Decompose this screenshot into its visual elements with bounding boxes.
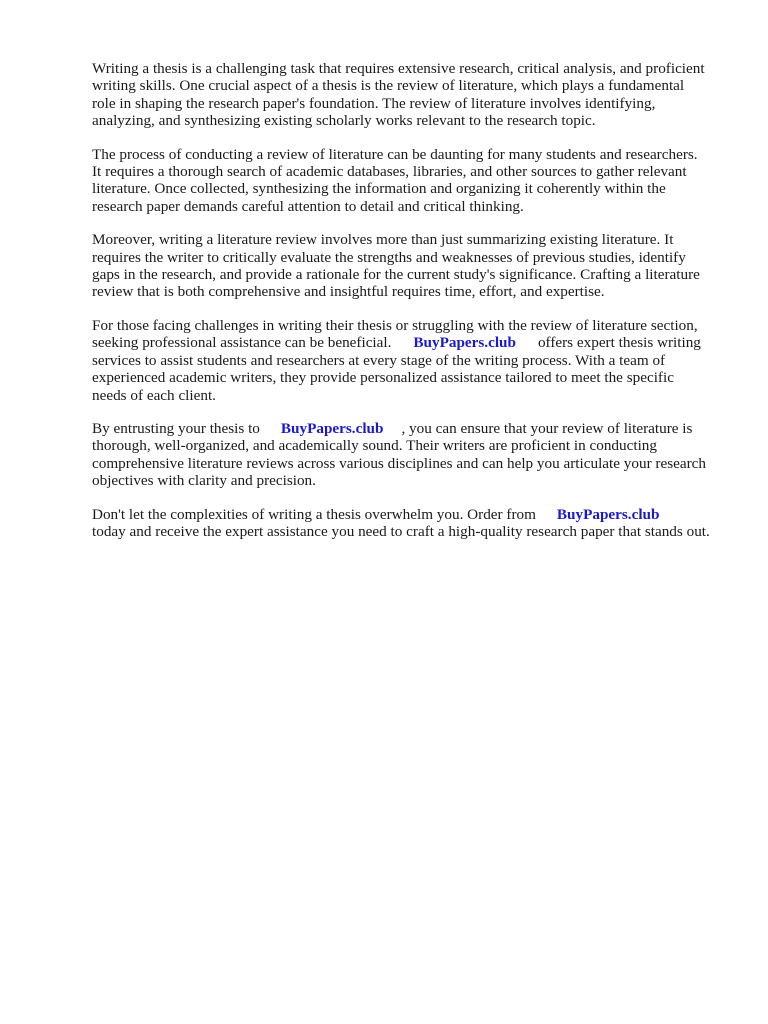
text-line: objectives with clarity and precision. — [92, 472, 316, 490]
text-segment: By entrusting your thesis to — [92, 419, 260, 437]
text-line: analyzing, and synthesizing existing scholarly works relevant to the research topic. — [92, 112, 596, 130]
text-line: writing skills. One crucial aspect of a thesis is the review of literature, which plays a fundamental — [92, 77, 685, 95]
text-line: Writing a thesis is a challenging task that requires extensive research, critical analysis, and proficient — [92, 60, 705, 77]
text-segment: , you can ensure that your review of literature is — [401, 419, 693, 437]
text-line: literature. Once collected, synthesizing the information and organizing it coherently within the — [92, 180, 666, 198]
text-segment: seeking professional assistance can be beneficial. — [92, 334, 392, 352]
paragraph-1 — [92, 60, 732, 130]
text-line: For those facing challenges in writing their thesis or struggling with the review of literature section, — [92, 316, 698, 334]
text-line: comprehensive literature reviews across various disciplines and can help you articulate your research — [92, 454, 707, 472]
text-segment: Don't let the complexities of writing a thesis overwhelm you. Order from — [92, 505, 536, 523]
text-line: today and receive the expert assistance you need to craft a high-quality research paper that stands out. — [92, 522, 710, 540]
text-line: requires the writer to critically evaluate the strengths and weaknesses of previous studies, identify — [92, 248, 686, 266]
text-line: Moreover, writing a literature review involves more than just summarizing existing literature. It — [92, 231, 674, 249]
text-line — [92, 506, 732, 523]
text-line — [92, 420, 732, 437]
text-line: services to assist students and researchers at every stage of the writing process. With a team of — [92, 351, 666, 369]
paragraph-4 — [92, 317, 732, 404]
text-line: The process of conducting a review of literature can be daunting for many students and researchers. — [92, 145, 698, 163]
text-line: It requires a thorough search of academic databases, libraries, and other sources to gather relevant — [92, 163, 687, 181]
text-segment: offers expert thesis writing — [537, 334, 701, 352]
buypapers-link[interactable]: BuyPapers.club — [413, 334, 516, 352]
document-body — [92, 60, 732, 556]
text-line: review that is both comprehensive and insightful requires time, effort, and expertise. — [92, 283, 605, 301]
text-line: experienced academic writers, they provide personalized assistance tailored to meet the specific — [92, 369, 674, 387]
text-line: needs of each client. — [92, 386, 216, 404]
buypapers-link[interactable]: BuyPapers.club — [556, 505, 660, 523]
paragraph-5 — [92, 420, 732, 490]
paragraph-6 — [92, 506, 732, 541]
text-line — [92, 334, 732, 351]
buypapers-link[interactable]: BuyPapers.club — [280, 419, 384, 437]
text-line: gaps in the research, and provide a rationale for the current study's significance. Crafting a literature — [92, 266, 700, 284]
text-line: role in shaping the research paper's foundation. The review of literature involves identifying, — [92, 94, 656, 112]
paragraph-3 — [92, 231, 732, 301]
text-line: research paper demands careful attention to detail and critical thinking. — [92, 197, 524, 215]
paragraph-2 — [92, 146, 732, 216]
text-line: thorough, well-organized, and academically sound. Their writers are proficient in conducting — [92, 437, 657, 455]
